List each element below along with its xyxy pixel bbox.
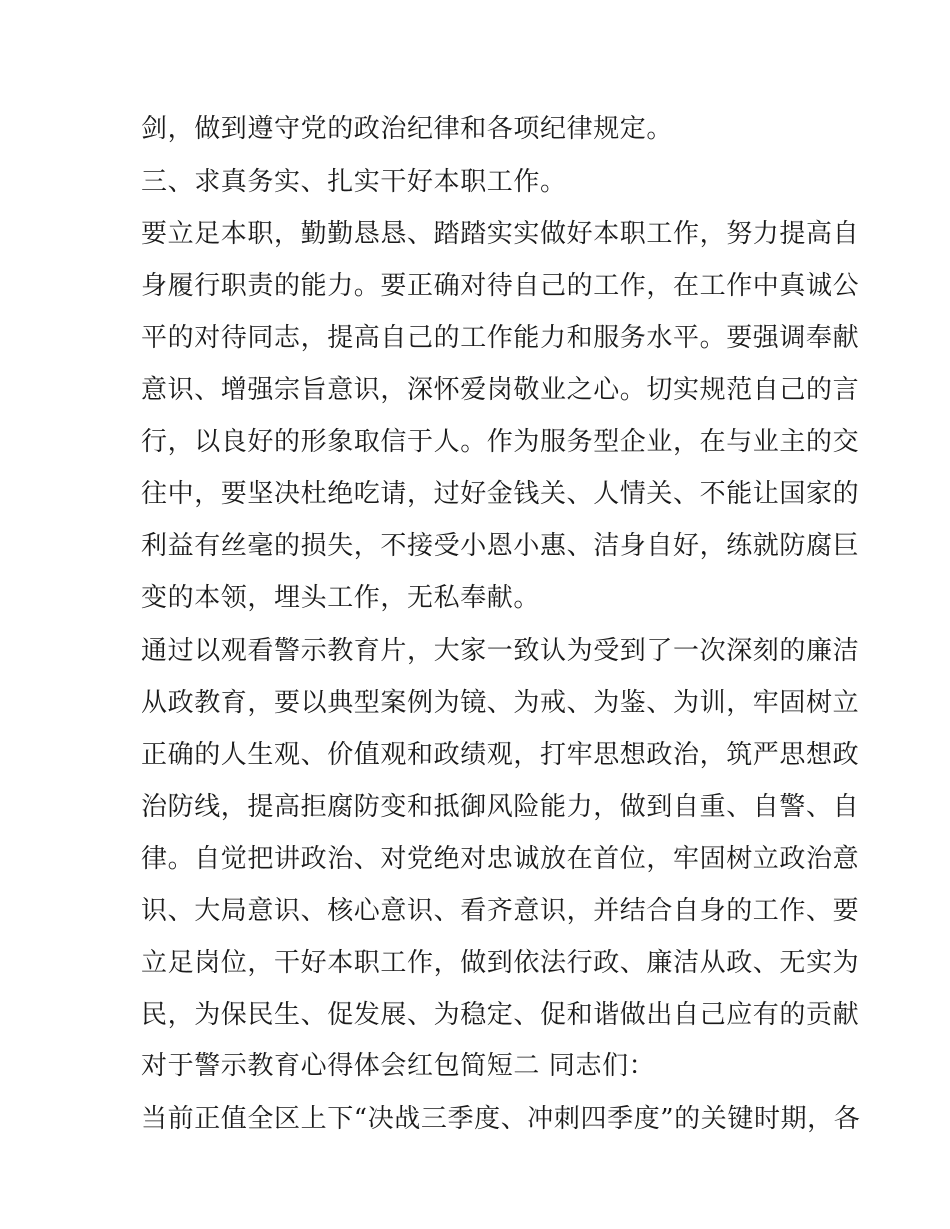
text-line: 通过以观看警示教育片，大家一致认为受到了一次深刻的廉洁 xyxy=(141,636,860,666)
text-line: 立足岗位，干好本职工作，做到依法行政、廉洁从政、无实为 xyxy=(141,948,860,978)
text-line: 识、大局意识、核心意识、看齐意识，并结合自身的工作、要 xyxy=(141,896,860,926)
text-line: 剑，做到遵守党的政治纪律和各项纪律规定。 xyxy=(141,114,674,144)
text-line: 对于警示教育心得体会红包简短二 同志们： xyxy=(141,1051,656,1081)
text-line: 行，以良好的形象取信于人。作为服务型企业，在与业主的交 xyxy=(141,427,860,457)
text-line: 要立足本职，勤勤恳恳、踏踏实实做好本职工作，努力提高自 xyxy=(141,219,860,249)
text-line: 治防线，提高拒腐防变和抵御风险能力，做到自重、自警、自 xyxy=(141,792,860,822)
section-heading: 三、求真务实、扎实干好本职工作。 xyxy=(141,167,567,197)
text-line: 民，为保民生、促发展、为稳定、促和谐做出自己应有的贡献 xyxy=(141,1000,860,1030)
text-line: 意识、增强宗旨意识，深怀爱岗敬业之心。切实规范自己的言 xyxy=(141,375,860,405)
text-line: 律。自觉把讲政治、对党绝对忠诚放在首位，牢固树立政治意 xyxy=(141,844,860,874)
text-line: 变的本领，埋头工作，无私奉献。 xyxy=(141,583,541,613)
text-line: 往中，要坚决杜绝吃请，过好金钱关、人情关、不能让国家的 xyxy=(141,479,860,509)
text-line: 平的对待同志，提高自己的工作能力和服务水平。要强调奉献 xyxy=(141,323,860,353)
text-line: 身履行职责的能力。要正确对待自己的工作，在工作中真诚公 xyxy=(141,271,860,301)
text-line: 从政教育，要以典型案例为镜、为戒、为鉴、为训，牢固树立 xyxy=(141,688,860,718)
text-line: 正确的人生观、价值观和政绩观，打牢思想政治，筑严思想政 xyxy=(141,740,860,770)
text-line: 当前正值全区上下“决战三季度、冲刺四季度”的关键时期，各 xyxy=(141,1104,861,1134)
text-line: 利益有丝毫的损失，不接受小恩小惠、洁身自好，练就防腐巨 xyxy=(141,531,860,561)
